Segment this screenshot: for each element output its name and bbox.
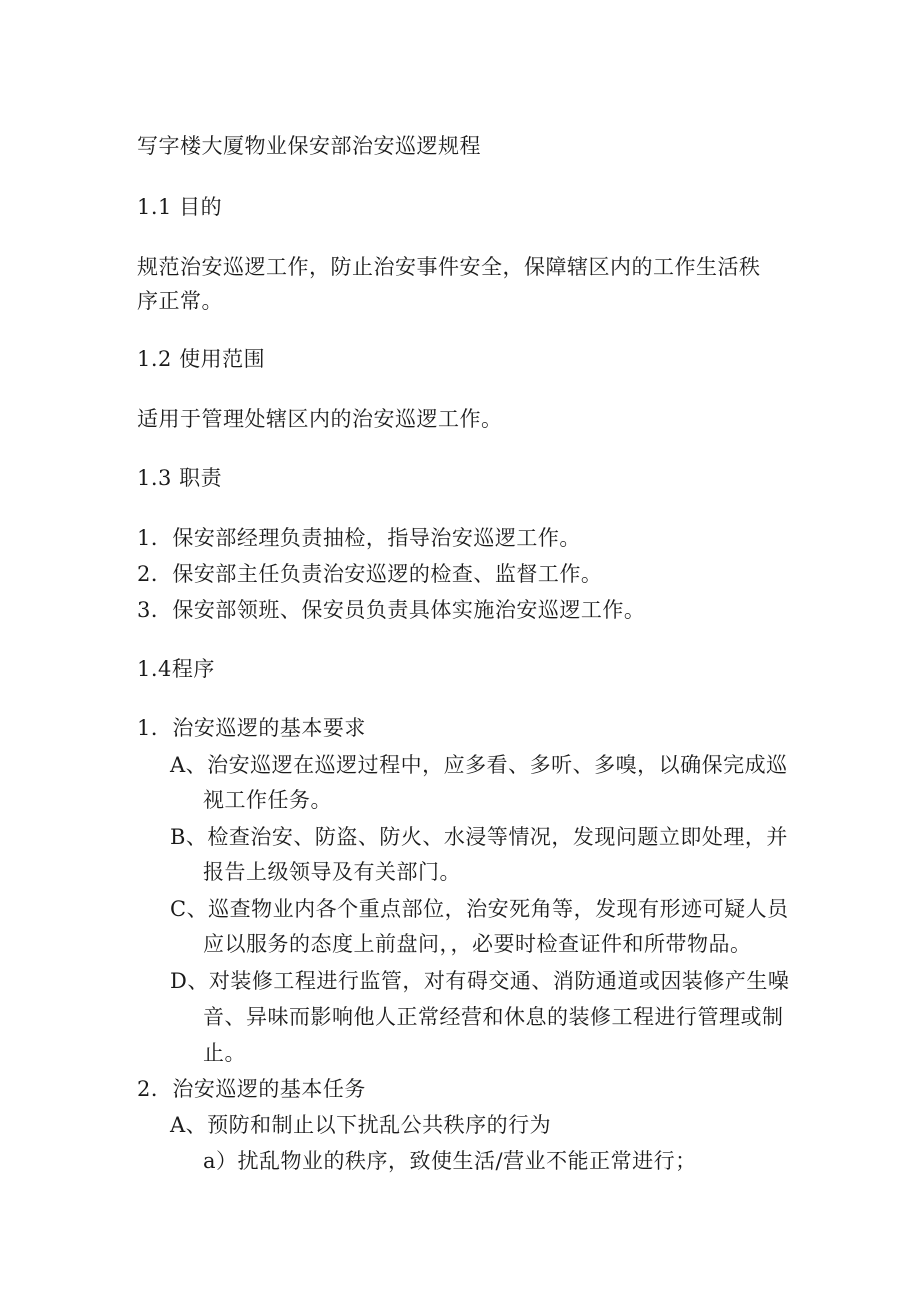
section-heading-purpose: 1.1 目的 (137, 195, 223, 219)
paragraph-line: 适用于管理处辖区内的治安巡逻工作。 (137, 407, 503, 431)
list-item: a）扰乱物业的秩序，致使生活/营业不能正常进行； (203, 1149, 697, 1173)
paragraph-line: 规范治安巡逻工作，防止治安事件安全，保障辖区内的工作生活秩 (137, 255, 761, 279)
subsection-title: 2．治安巡逻的基本任务 (137, 1077, 366, 1101)
list-item: 1．保安部经理负责抽检，指导治安巡逻工作。 (137, 526, 581, 550)
list-item-continuation: 视工作任务。 (203, 788, 332, 812)
list-item-continuation: 止。 (203, 1041, 246, 1065)
list-item: B、检查治安、防盗、防火、水浸等情况，发现问题立即处理，并 (170, 825, 788, 849)
subsection-title: 1．治安巡逻的基本要求 (137, 716, 366, 740)
section-heading-scope: 1.2 使用范围 (137, 347, 266, 371)
list-item: C、巡查物业内各个重点部位，治安死角等，发现有形迹可疑人员 (170, 897, 789, 921)
list-item: 2．保安部主任负责治安巡逻的检查、监督工作。 (137, 562, 603, 586)
list-item-continuation: 报告上级领导及有关部门。 (203, 860, 461, 884)
list-item-continuation: 应以服务的态度上前盘问，，必要时检查证件和所带物品。 (203, 932, 752, 956)
document-title: 写字楼大厦物业保安部治安巡逻规程 (137, 134, 481, 158)
paragraph-line: 序正常。 (137, 289, 223, 313)
section-heading-procedure: 1.4程序 (137, 657, 215, 681)
list-item: 3．保安部领班、保安员负责具体实施治安巡逻工作。 (137, 598, 646, 622)
section-heading-duties: 1.3 职责 (137, 466, 223, 490)
list-item: D、对装修工程进行监管，对有碍交通、消防通道或因装修产生噪 (170, 969, 790, 993)
list-item: A、治安巡逻在巡逻过程中，应多看、多听、多嗅，以确保完成巡 (170, 753, 788, 777)
list-item-continuation: 音、异味而影响他人正常经营和休息的装修工程进行管理或制 (203, 1005, 784, 1029)
list-item: A、预防和制止以下扰乱公共秩序的行为 (170, 1113, 552, 1137)
